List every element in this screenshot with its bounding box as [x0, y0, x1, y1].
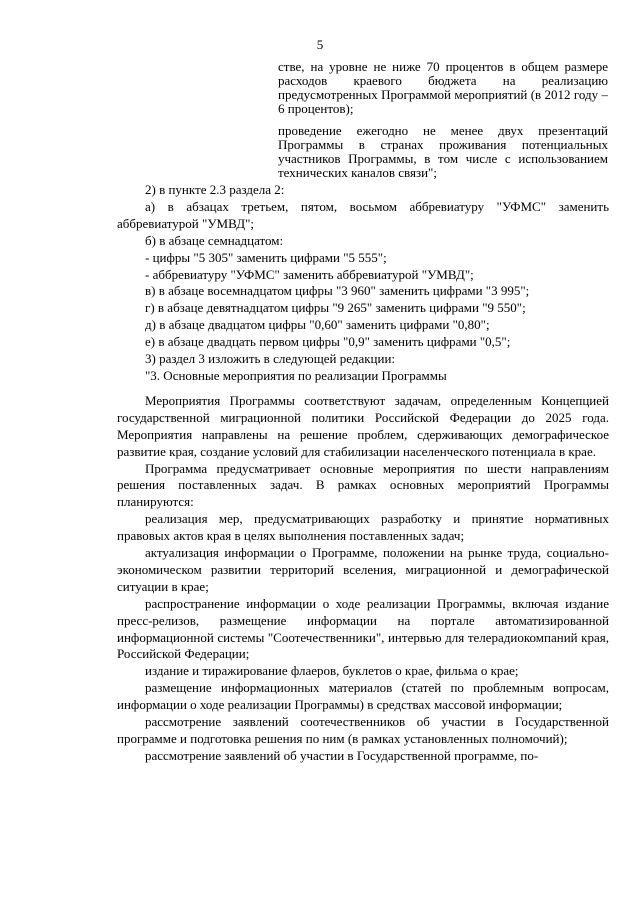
paragraph: размещение информационных материалов (статей по проблемным вопросам, информации о ходе реализации Программы) в средствах массовой информации; — [117, 680, 609, 713]
page-number: 5 — [316, 37, 324, 52]
paragraph: реализация мер, предусматривающих разработку и принятие нормативных правовых актов края в целях выполнения поставленных задач; — [117, 511, 609, 544]
paragraph: г) в абзаце девятнадцатом цифры "9 265" заменить цифрами "9 550"; — [145, 300, 526, 316]
paragraph: в) в абзаце восемнадцатом цифры "3 960" заменить цифрами "3 995"; — [145, 283, 530, 299]
paragraph: издание и тиражирование флаеров, буклетов о крае, фильма о крае; — [145, 663, 519, 679]
paragraph: - аббревиатуру "УФМС" заменить аббревиатурой "УМВД"; — [145, 266, 474, 282]
paragraph: проведение ежегодно не менее двух презентаций Программы в странах проживания потенциальных участников Программы, в том числе с использованием технических каналов связи"; — [278, 123, 608, 180]
paragraph: Программа предусматривает основные мероприятия по шести направлениям решения поставленных задач. В рамках основных мероприятий Программы планируются: — [117, 460, 609, 510]
paragraph: 3) раздел 3 изложить в следующей редакции: — [145, 351, 396, 367]
paragraph: - цифры "5 305" заменить цифрами "5 555"; — [145, 249, 387, 265]
top-right-block — [278, 60, 608, 188]
paragraph: е) в абзаце двадцать первом цифры "0,9" заменить цифрами "0,5"; — [145, 334, 511, 350]
section-heading: "3. Основные мероприятия по реализации Программы — [145, 367, 447, 383]
paragraph: стве, на уровне не ниже 70 процентов в общем размере расходов краевого бюджета на реализацию предусмотренных Программой мероприятий (в 2012 году – 6 процентов); — [278, 59, 608, 116]
paragraph: распространение информации о ходе реализации Программы, включая издание пресс-релизов, размещение информации на портале автоматизированной информационной системы "Соотечественники", интервью для телерадиокомпаний края, Российской Федерации; — [117, 595, 609, 662]
paragraph: Мероприятия Программы соответствуют задачам, определенным Концепцией государственной миграционной политики Российской Федерации до 2025 года. Мероприятия направлены на решение проблем, сдерживающих демографическое развитие края, создание условий для стабилизации населенческого потенциала в крае. — [117, 392, 609, 459]
paragraph: б) в абзаце семнадцатом: — [145, 232, 284, 248]
paragraph: 2) в пункте 2.3 раздела 2: — [145, 182, 285, 197]
paragraph: а) в абзацах третьем, пятом, восьмом аббревиатуру "УФМС" заменить аббревиатурой "УМВД"; — [117, 198, 609, 231]
paragraph: рассмотрение заявлений соотечественников об участии в Государственной программе и подготовка решения по ним (в рамках установленных полномочий); — [117, 714, 609, 746]
paragraph: актуализация информации о Программе, положении на рынке труда, социально-экономическом развитии территорий вселения, миграционной и демографической ситуации в крае; — [117, 545, 609, 594]
paragraph: д) в абзаце двадцатом цифры "0,60" заменить цифрами "0,80"; — [145, 317, 490, 333]
document-body — [117, 182, 609, 765]
paragraph: рассмотрение заявлений об участии в Государственной программе, по- — [145, 747, 539, 763]
